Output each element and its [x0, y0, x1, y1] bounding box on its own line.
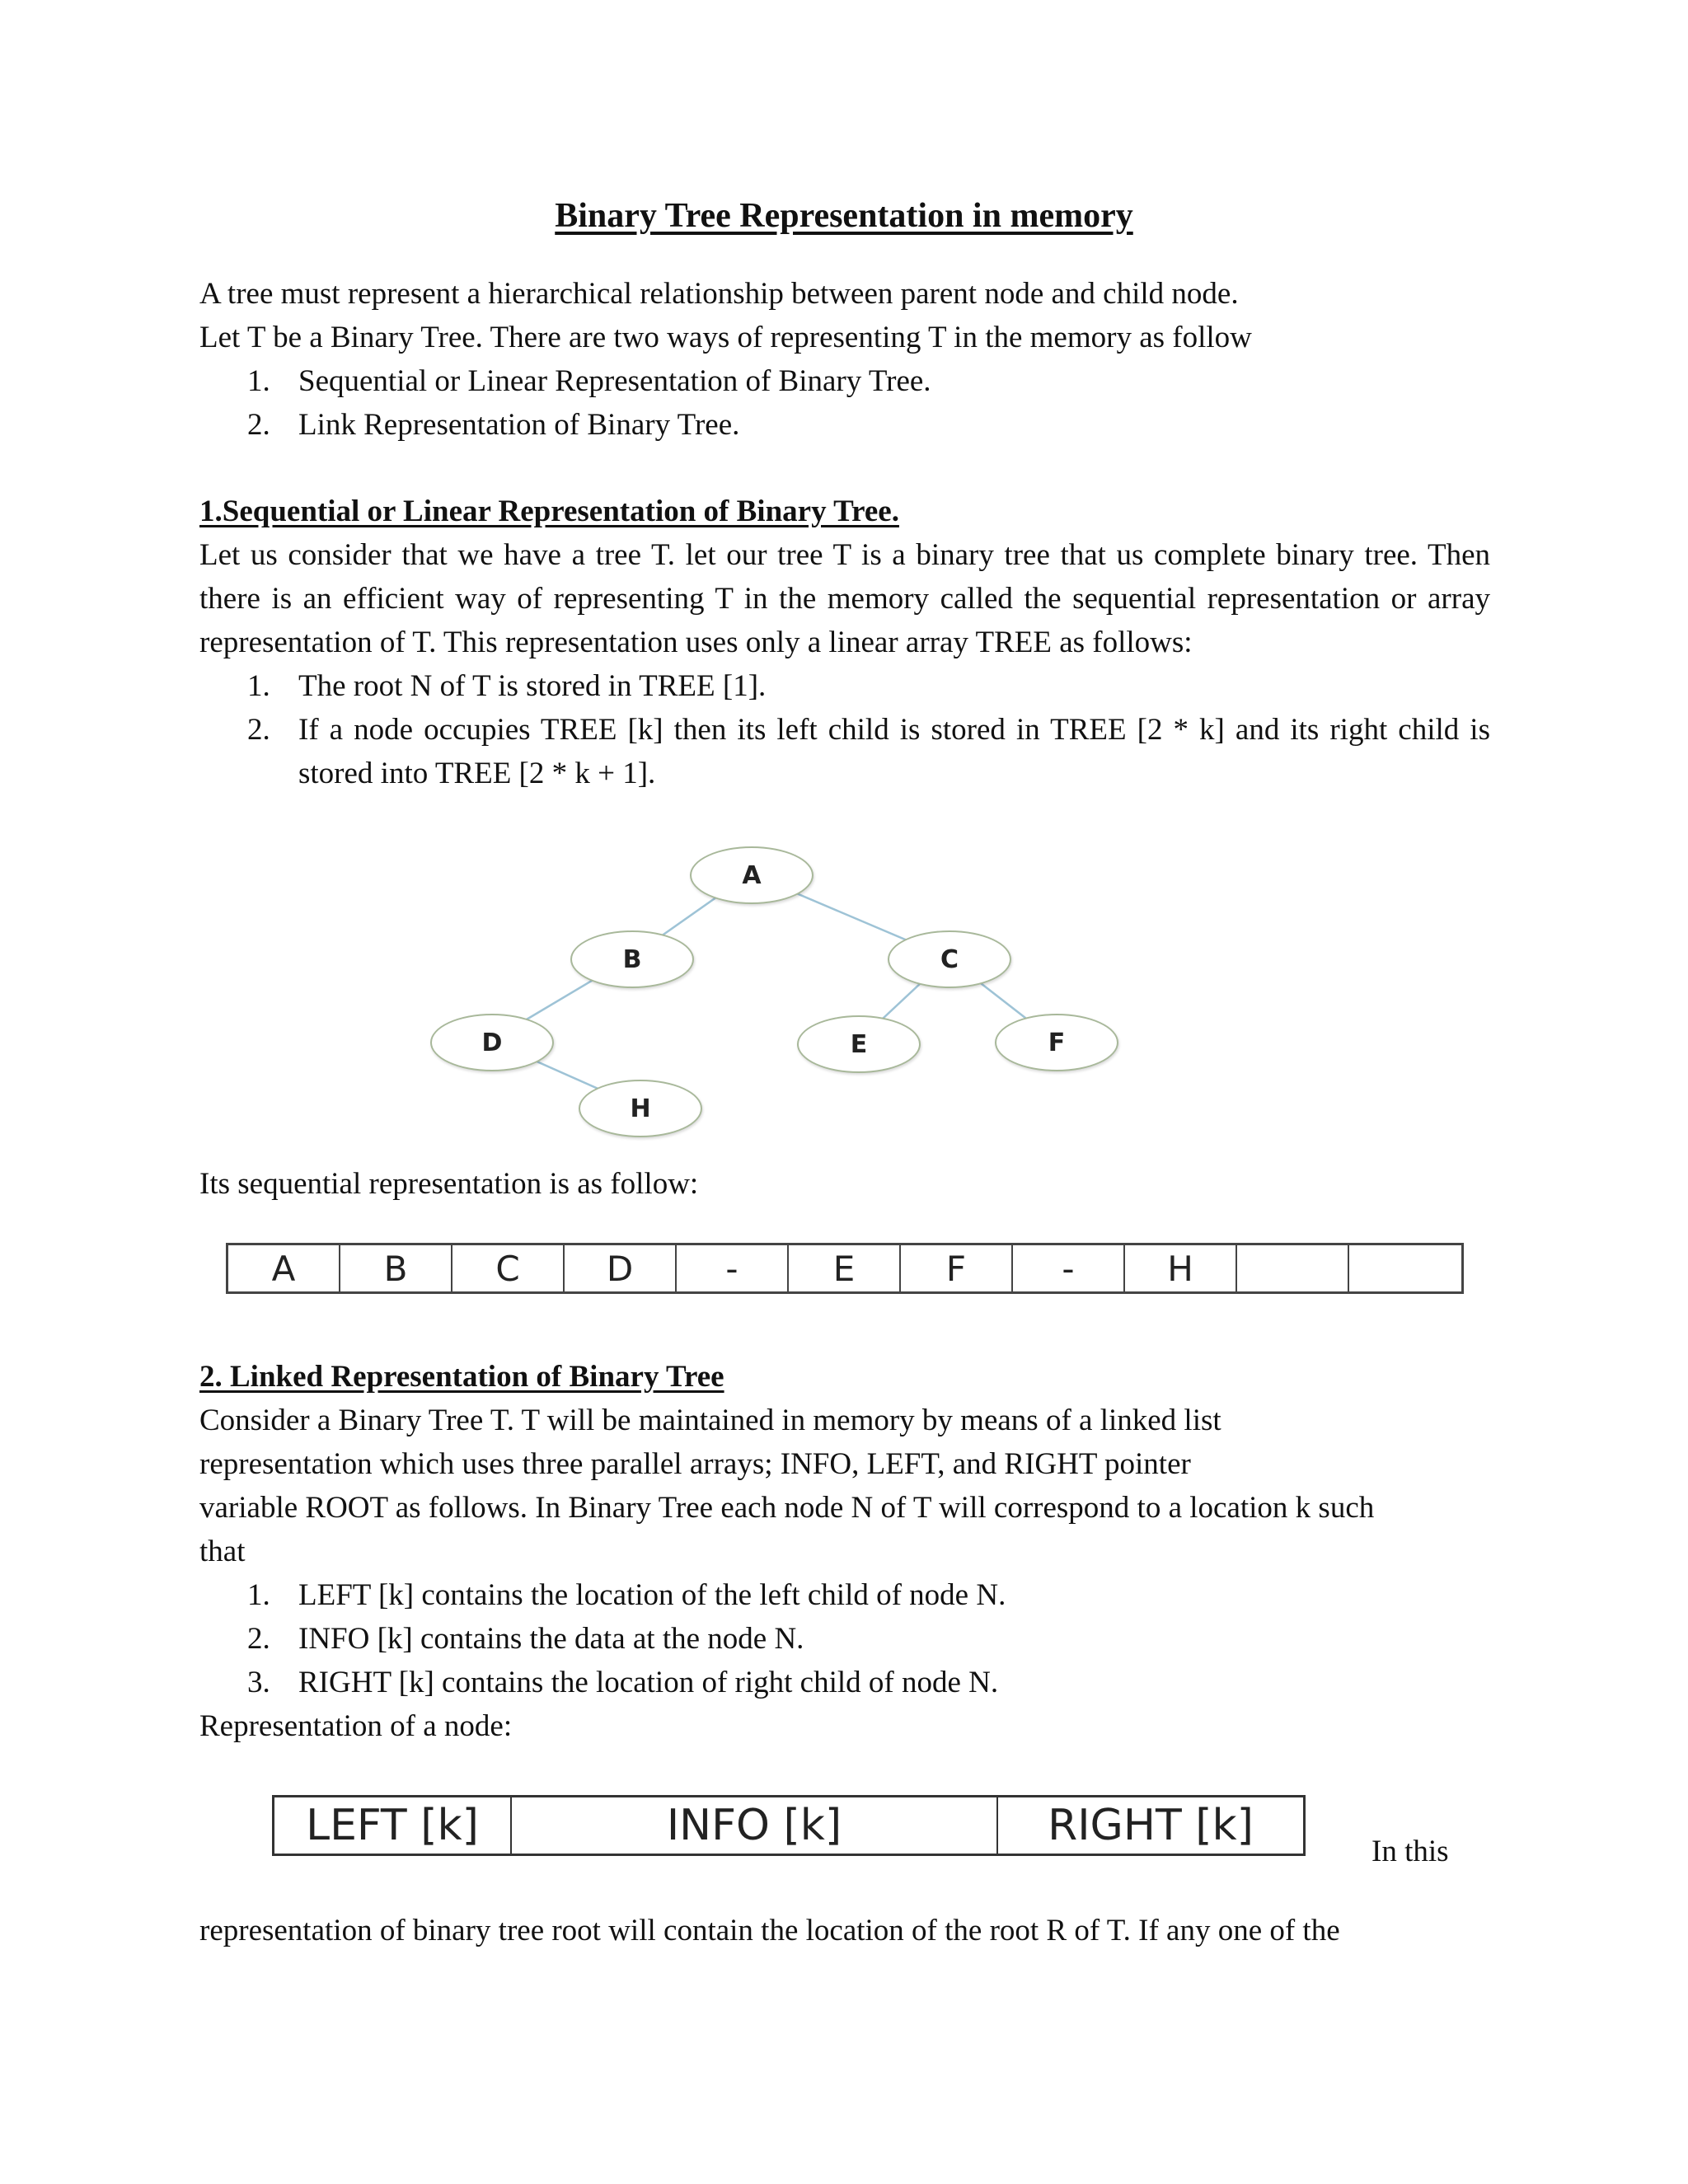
intro-section [199, 272, 1490, 447]
tree-node-b: B [570, 930, 694, 988]
page-title: Binary Tree Representation in memory [555, 197, 1133, 235]
array-cell [1349, 1245, 1461, 1291]
array-cell: A [228, 1245, 340, 1291]
section1-list [199, 664, 1490, 795]
section1 [199, 490, 1490, 795]
section2-line-4: that [199, 1535, 246, 1568]
list-item [199, 359, 1490, 403]
list-item-text: Link Representation of Binary Tree. [298, 408, 740, 442]
section2-list [199, 1573, 1490, 1704]
tree-node-h: H [579, 1080, 702, 1137]
list-item [199, 1573, 1490, 1617]
list-number: 3. [247, 1666, 270, 1699]
node-structure-diagram [272, 1795, 1306, 1856]
list-item-text: LEFT [k] contains the location of the left child of node N. [298, 1578, 1006, 1612]
tree-node-d: D [430, 1014, 554, 1071]
list-number: 2. [247, 713, 270, 747]
list-number: 1. [247, 1578, 270, 1612]
list-item-text: INFO [k] contains the data at the node N. [298, 1622, 804, 1656]
tree-node-f: F [995, 1014, 1118, 1071]
list-item-text: RIGHT [k] contains the location of right child of node N. [298, 1666, 999, 1699]
tree-node-c: C [888, 930, 1011, 988]
array-cell: B [340, 1245, 452, 1291]
intro-line-2: Let T be a Binary Tree. There are two ways of representing T in the memory as follow [199, 321, 1252, 354]
binary-tree-diagram [420, 849, 1146, 1146]
tree-node-a: A [690, 846, 814, 904]
array-cell: - [1013, 1245, 1125, 1291]
list-item [199, 1661, 1490, 1704]
array-cell: F [901, 1245, 1013, 1291]
node-field-info: INFO [k] [512, 1797, 998, 1854]
list-item-text: If a node occupies TREE [k] then its left child is stored in TREE [2 * k] and its right child is stored into TREE [2 * k + 1]. [298, 713, 1490, 790]
array-cell: D [565, 1245, 677, 1291]
array-caption: Its sequential representation is as follow: [199, 1167, 699, 1201]
intro-line-1: A tree must represent a hierarchical relationship between parent node and child node. [199, 277, 1239, 311]
section2-line-1: Consider a Binary Tree T. T will be maintained in memory by means of a linked list [199, 1404, 1221, 1437]
section2 [199, 1355, 1490, 1748]
in-this-text: In this [1372, 1835, 1449, 1868]
node-caption: Representation of a node: [199, 1709, 513, 1743]
section2-line-2: representation which uses three parallel arrays; INFO, LEFT, and RIGHT pointer [199, 1447, 1191, 1481]
array-cell: C [452, 1245, 565, 1291]
list-item-text: Sequential or Linear Representation of Binary Tree. [298, 364, 931, 398]
list-number: 2. [247, 1622, 270, 1656]
list-item-text: The root N of T is stored in TREE [1]. [298, 669, 767, 703]
list-number: 1. [247, 669, 270, 703]
section1-paragraph: Let us consider that we have a tree T. let our tree T is a binary tree that us complete binary tree. Then there is an efficient way of representing T in the memory called the sequential representation or array representation of T. This representation uses only a linear array TREE as follows: [199, 538, 1490, 659]
array-cell: E [789, 1245, 901, 1291]
section1-heading: 1.Sequential or Linear Representation of Binary Tree. [199, 494, 899, 528]
array-cell [1237, 1245, 1349, 1291]
list-item [199, 708, 1490, 795]
list-item [199, 664, 1490, 708]
sequential-array [226, 1243, 1464, 1294]
tree-node-e: E [797, 1015, 921, 1073]
node-field-right: RIGHT [k] [1048, 1800, 1254, 1850]
last-line: representation of binary tree root will contain the location of the root R of T. If any one of the [199, 1914, 1340, 1947]
list-number: 1. [247, 364, 270, 398]
array-cell: - [677, 1245, 789, 1291]
list-number: 2. [247, 408, 270, 442]
list-item [199, 403, 1490, 447]
intro-list [199, 359, 1490, 447]
node-field-left: LEFT [k] [274, 1797, 512, 1854]
list-item [199, 1617, 1490, 1661]
section2-line-3: variable ROOT as follows. In Binary Tree each node N of T will correspond to a location k such [199, 1491, 1375, 1525]
section2-heading: 2. Linked Representation of Binary Tree [199, 1360, 724, 1394]
array-cell: H [1125, 1245, 1237, 1291]
